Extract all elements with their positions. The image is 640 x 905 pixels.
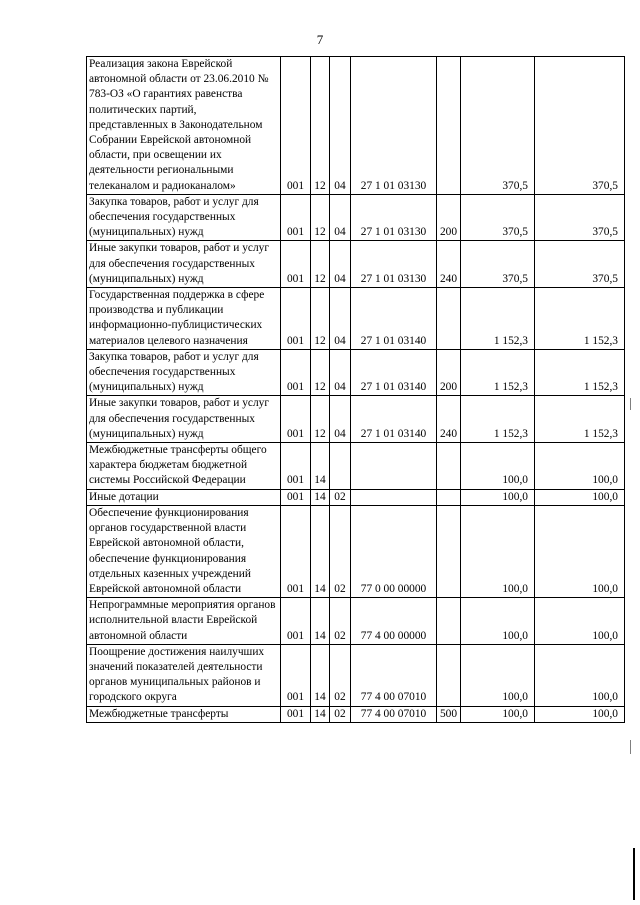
ministry-code: 001 (281, 194, 311, 241)
target-article-code: 77 4 00 07010 (351, 644, 437, 706)
subsection-code: 04 (330, 57, 351, 195)
section-code: 12 (311, 194, 330, 241)
amount-year-2: 1 152,3 (535, 349, 625, 396)
expense-type-code: 240 (437, 241, 461, 288)
amount-year-1: 100,0 (461, 706, 535, 722)
ministry-code: 001 (281, 489, 311, 505)
amount-year-1: 1 152,3 (461, 349, 535, 396)
row-name: Межбюджетные трансферты общего характера бюджетам бюджетной системы Российской Федерации (87, 443, 281, 490)
row-name: Поощрение достижения наилучших значений показателей деятельности органов муниципальных районов и городского округа (87, 644, 281, 706)
expense-type-code (437, 443, 461, 490)
ministry-code: 001 (281, 288, 311, 350)
row-name: Закупка товаров, работ и услуг для обеспечения государственных (муниципальных) нужд (87, 194, 281, 241)
table-row (87, 598, 625, 645)
expense-type-code: 200 (437, 194, 461, 241)
target-article-code: 77 4 00 00000 (351, 598, 437, 645)
subsection-code: 04 (330, 194, 351, 241)
ministry-code: 001 (281, 241, 311, 288)
section-code: 12 (311, 241, 330, 288)
amount-year-1: 100,0 (461, 505, 535, 597)
expense-type-code (437, 505, 461, 597)
subsection-code: 04 (330, 396, 351, 443)
amount-year-1: 1 152,3 (461, 288, 535, 350)
section-code: 14 (311, 505, 330, 597)
table-row (87, 349, 625, 396)
row-name: Государственная поддержка в сфере производства и публикации информационно-публицистических материалов целевого назначения (87, 288, 281, 350)
ministry-code: 001 (281, 706, 311, 722)
row-name: Закупка товаров, работ и услуг для обеспечения государственных (муниципальных) нужд (87, 349, 281, 396)
table-row (87, 644, 625, 706)
subsection-code: 02 (330, 489, 351, 505)
expense-type-code (437, 288, 461, 350)
row-name: Иные закупки товаров, работ и услуг для обеспечения государственных (муниципальных) нужд (87, 241, 281, 288)
row-name: Обеспечение функционирования органов государственной власти Еврейской автономной области, обеспечение функционирования отдельных казенных учреждений Еврейской автономной области (87, 505, 281, 597)
expense-type-code: 500 (437, 706, 461, 722)
amount-year-1: 370,5 (461, 57, 535, 195)
section-code: 14 (311, 644, 330, 706)
row-name: Межбюджетные трансферты (87, 706, 281, 722)
table-row (87, 505, 625, 597)
section-code: 14 (311, 443, 330, 490)
amount-year-1: 100,0 (461, 489, 535, 505)
amount-year-2: 100,0 (535, 644, 625, 706)
subsection-code: 02 (330, 598, 351, 645)
subsection-code: 02 (330, 505, 351, 597)
row-name: Иные закупки товаров, работ и услуг для обеспечения государственных (муниципальных) нужд (87, 396, 281, 443)
amount-year-2: 100,0 (535, 598, 625, 645)
table-row (87, 241, 625, 288)
table-row (87, 396, 625, 443)
table-row (87, 489, 625, 505)
amount-year-2: 100,0 (535, 489, 625, 505)
section-code: 12 (311, 396, 330, 443)
expense-type-code: 200 (437, 349, 461, 396)
subsection-code: 04 (330, 288, 351, 350)
section-code: 12 (311, 349, 330, 396)
target-article-code: 27 1 01 03130 (351, 57, 437, 195)
amount-year-1: 370,5 (461, 194, 535, 241)
section-code: 12 (311, 288, 330, 350)
target-article-code: 27 1 01 03140 (351, 349, 437, 396)
table-row (87, 288, 625, 350)
amount-year-2: 370,5 (535, 241, 625, 288)
expense-type-code (437, 644, 461, 706)
section-code: 12 (311, 57, 330, 195)
ministry-code: 001 (281, 57, 311, 195)
section-code: 14 (311, 706, 330, 722)
table-row (87, 443, 625, 490)
ministry-code: 001 (281, 644, 311, 706)
target-article-code: 77 0 00 00000 (351, 505, 437, 597)
scan-artifact (630, 740, 631, 754)
amount-year-1: 100,0 (461, 644, 535, 706)
subsection-code (330, 443, 351, 490)
row-name: Реализация закона Еврейской автономной области от 23.06.2010 № 783-ОЗ «О гарантиях равенства политических партий, представленных в Законодательном Собрании Еврейской автономной области, при освещении их деятельности региональными телеканалом и радиоканалом» (87, 57, 281, 195)
amount-year-2: 100,0 (535, 443, 625, 490)
ministry-code: 001 (281, 396, 311, 443)
budget-table (86, 56, 625, 723)
table-row (87, 194, 625, 241)
section-code: 14 (311, 598, 330, 645)
ministry-code: 001 (281, 349, 311, 396)
target-article-code: 27 1 01 03140 (351, 288, 437, 350)
amount-year-2: 1 152,3 (535, 288, 625, 350)
expense-type-code: 240 (437, 396, 461, 443)
subsection-code: 04 (330, 349, 351, 396)
table-row (87, 706, 625, 722)
ministry-code: 001 (281, 443, 311, 490)
row-name: Непрограммные мероприятия органов исполнительной власти Еврейской автономной области (87, 598, 281, 645)
amount-year-2: 100,0 (535, 505, 625, 597)
target-article-code: 27 1 01 03130 (351, 194, 437, 241)
subsection-code: 02 (330, 644, 351, 706)
amount-year-1: 100,0 (461, 443, 535, 490)
amount-year-2: 370,5 (535, 57, 625, 195)
amount-year-2: 1 152,3 (535, 396, 625, 443)
amount-year-2: 100,0 (535, 706, 625, 722)
section-code: 14 (311, 489, 330, 505)
expense-type-code (437, 57, 461, 195)
table-row (87, 57, 625, 195)
target-article-code: 27 1 01 03140 (351, 396, 437, 443)
subsection-code: 04 (330, 241, 351, 288)
amount-year-1: 100,0 (461, 598, 535, 645)
target-article-code (351, 443, 437, 490)
expense-type-code (437, 489, 461, 505)
subsection-code: 02 (330, 706, 351, 722)
ministry-code: 001 (281, 505, 311, 597)
expense-type-code (437, 598, 461, 645)
amount-year-2: 370,5 (535, 194, 625, 241)
amount-year-1: 1 152,3 (461, 396, 535, 443)
target-article-code: 77 4 00 07010 (351, 706, 437, 722)
row-name: Иные дотации (87, 489, 281, 505)
page-number: 7 (316, 32, 324, 47)
scan-artifact (630, 398, 631, 410)
scan-artifact (633, 848, 635, 900)
target-article-code (351, 489, 437, 505)
amount-year-1: 370,5 (461, 241, 535, 288)
target-article-code: 27 1 01 03130 (351, 241, 437, 288)
ministry-code: 001 (281, 598, 311, 645)
